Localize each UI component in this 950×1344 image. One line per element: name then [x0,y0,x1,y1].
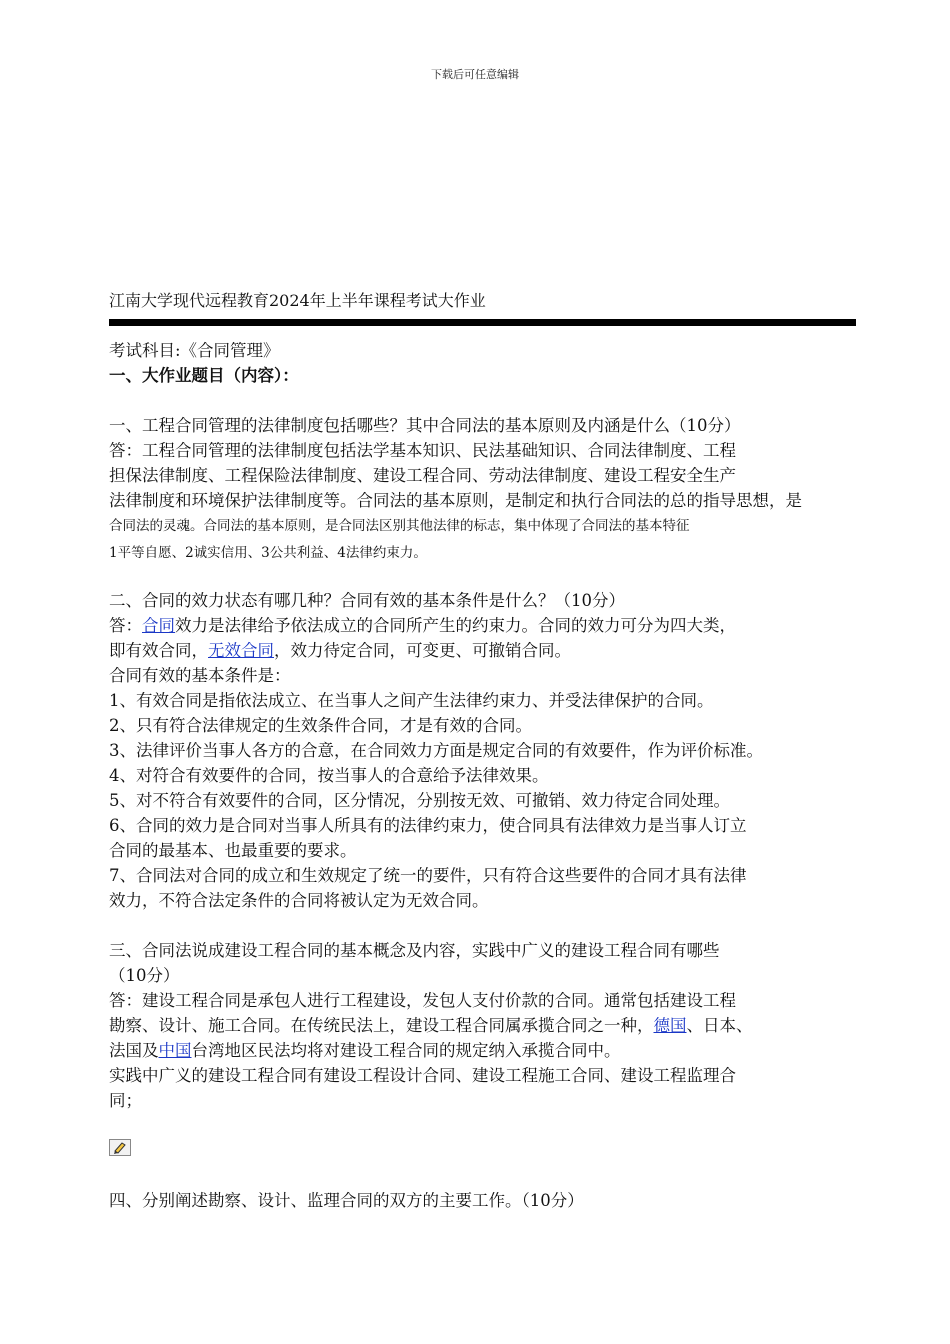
answer-text: ，效力待定合同，可变更、可撤销合同。 [274,641,571,660]
question-3-score: （10分） [109,966,180,985]
answer-2-line: 7、合同法对合同的成立和生效规定了统一的要件，只有符合这些要件的合同才具有法律 [109,866,747,885]
link-china[interactable]: 中国 [158,1041,192,1060]
question-4: 四、分别阐述勘察、设计、监理合同的双方的主要工作。（10分） [109,1191,584,1210]
document-body [109,338,869,1213]
question-1: 一、工程合同管理的法律制度包括哪些？其中合同法的基本原则及内涵是什么（10分） [109,416,741,435]
answer-3-line: 实践中广义的建设工程合同有建设工程设计合同、建设工程施工合同、建设工程监理合 [109,1066,736,1085]
answer-1-line: 担保法律制度、工程保险法律制度、建设工程合同、劳动法律制度、建设工程安全生产 [109,466,736,485]
answer-1-line: 答：工程合同管理的法律制度包括法学基本知识、民法基础知识、合同法律制度、工程 [109,441,736,460]
answer-text: 效力是法律给予依法成立的合同所产生的约束力。合同的效力可分为四大类， [175,616,736,635]
answer-2-line: 合同有效的基本条件是： [109,666,291,685]
answer-3-line [109,1038,869,1063]
answer-2-line: 1、有效合同是指依法成立、在当事人之间产生法律约束力、并受法律保护的合同。 [109,691,714,710]
answer-text: 即有效合同， [109,641,208,660]
answer-1-small-line: 合同法的灵魂。合同法的基本原则，是合同法区别其他法律的标志，集中体现了合同法的基本特征 [109,518,690,534]
answer-3-line [109,1013,869,1038]
title-divider [109,319,856,326]
section-heading: 一、大作业题目（内容）： [109,366,299,385]
answer-1-line: 法律制度和环境保护法律制度等。合同法的基本原则，是制定和执行合同法的总的指导思想，是 [109,491,802,510]
answer-2-line: 3、法律评价当事人各方的合意，在合同效力方面是规定合同的有效要件，作为评价标准。 [109,741,763,760]
link-contract[interactable]: 合同 [142,616,175,635]
answer-3-line: 答：建设工程合同是承包人进行工程建设，发包人支付价款的合同。通常包括建设工程 [109,991,736,1010]
answer-prefix: 答： [109,616,142,635]
exam-subject: 考试科目:《合同管理》 [109,341,280,360]
document-title: 江南大学现代远程教育2024年上半年课程考试大作业 [109,291,486,310]
answer-2-line [109,638,869,663]
pencil-icon [110,1140,130,1155]
answer-1-small-line: 1平等自愿、2诚实信用、3公共利益、4法律约束力。 [109,544,427,561]
link-invalid-contract[interactable]: 无效合同 [208,641,274,660]
question-3: 三、合同法说成建设工程合同的基本概念及内容，实践中广义的建设工程合同有哪些 [109,941,720,960]
answer-2-line: 2、只有符合法律规定的生效条件合同，才是有效的合同。 [109,716,532,735]
answer-3-line: 同； [109,1091,142,1110]
answer-2-line: 5、对不符合有效要件的合同，区分情况，分别按无效、可撤销、效力待定合同处理。 [109,791,730,810]
answer-2-line: 效力，不符合法定条件的合同将被认定为无效合同。 [109,891,489,910]
answer-text: 、日本、 [686,1016,753,1035]
answer-text: 勘察、设计、施工合同。在传统民法上，建设工程合同属承揽合同之一种， [109,1016,654,1035]
embedded-object-icon[interactable] [109,1139,131,1156]
answer-2-line: 4、对符合有效要件的合同，按当事人的合意给予法律效果。 [109,766,549,785]
answer-text: 法国及 [109,1041,159,1060]
answer-2-line [109,613,869,638]
question-2: 二、合同的效力状态有哪几种？合同有效的基本条件是什么？（10分） [109,591,625,610]
answer-2-line: 合同的最基本、也最重要的要求。 [109,841,357,860]
link-germany[interactable]: 德国 [653,1016,687,1035]
page-header-note: 下载后可任意编辑 [431,68,519,81]
answer-text: 台湾地区民法均将对建设工程合同的规定纳入承揽合同中。 [191,1041,621,1060]
answer-2-line: 6、合同的效力是合同对当事人所具有的法律约束力，使合同具有法律效力是当事人订立 [109,816,747,835]
